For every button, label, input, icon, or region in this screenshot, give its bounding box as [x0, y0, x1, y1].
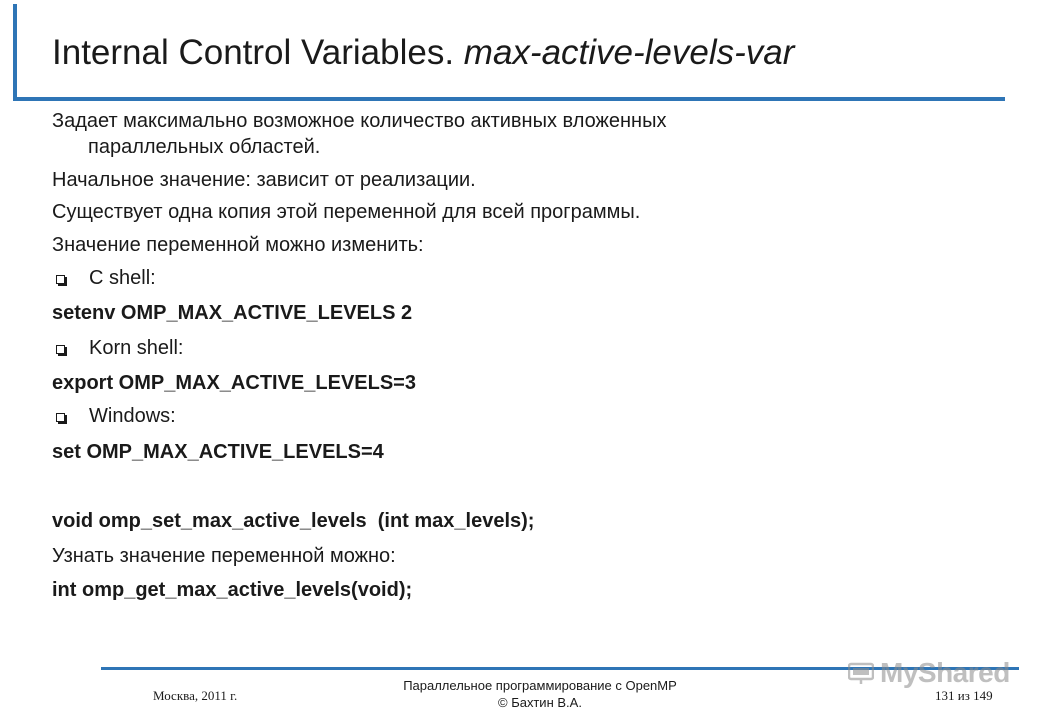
title-italic: max-active-levels-var — [463, 33, 795, 72]
footer-author: © Бахтин В.А. — [498, 695, 582, 710]
slide-title — [52, 33, 794, 73]
bullet-c-shell: C shell: — [89, 267, 156, 289]
body-line-get-value: Узнать значение переменной можно: — [52, 545, 396, 567]
watermark — [848, 657, 1010, 689]
body-line-how-to-change: Значение переменной можно изменить: — [52, 234, 424, 256]
title-underline — [13, 97, 1005, 101]
body-line-initial-value: Начальное значение: зависит от реализации. — [52, 169, 476, 191]
body-line-description-cont: параллельных областей. — [88, 136, 321, 158]
title-accent-bar — [13, 4, 17, 100]
code-export: export OMP_MAX_ACTIVE_LEVELS=3 — [52, 372, 416, 394]
code-setenv: setenv OMP_MAX_ACTIVE_LEVELS 2 — [52, 302, 413, 324]
watermark-text: MyShared — [880, 657, 1010, 688]
footer-location-year: Москва, 2011 г. — [153, 688, 238, 703]
bullet-square-icon — [56, 413, 65, 422]
footer-course-title: Параллельное программирование с OpenMP — [403, 678, 677, 693]
code-set-function: void omp_set_max_active_levels (int max_levels); — [52, 510, 535, 532]
code-get-function: int omp_get_max_active_levels(void); — [52, 579, 413, 601]
footer-course-info — [390, 677, 690, 711]
bullet-square-icon — [56, 345, 65, 354]
code-set: set OMP_MAX_ACTIVE_LEVELS=4 — [52, 441, 384, 463]
presentation-icon — [848, 661, 874, 685]
title-plain: Internal Control Variables. — [52, 33, 455, 72]
body-line-description: Задает максимально возможное количество активных вложенных — [52, 110, 667, 132]
bullet-square-icon — [56, 275, 65, 284]
body-line-single-copy: Существует одна копия этой переменной для всей программы. — [52, 201, 641, 223]
bullet-windows: Windows: — [89, 405, 176, 427]
bullet-korn-shell: Korn shell: — [89, 337, 184, 359]
footer-page-number: 131 из 149 — [935, 688, 993, 703]
